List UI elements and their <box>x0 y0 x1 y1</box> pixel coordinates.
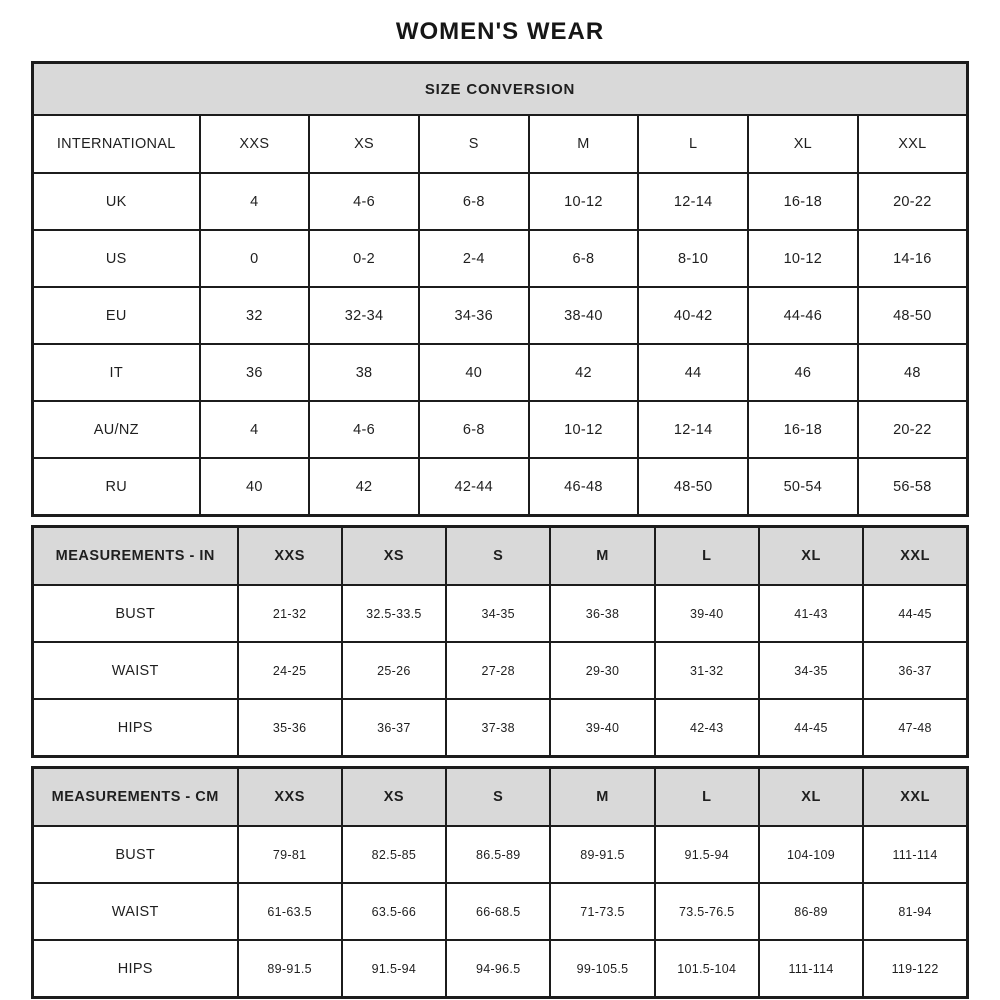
size-column-header: L <box>638 115 748 173</box>
size-column-header: XS <box>342 527 446 586</box>
size-column-header: M <box>550 527 654 586</box>
value-cell: 34-36 <box>419 287 529 344</box>
table-row <box>33 826 968 883</box>
size-column-header: XL <box>759 768 863 827</box>
size-column-header: S <box>446 527 550 586</box>
value-cell: 91.5-94 <box>342 940 446 998</box>
table-row <box>33 883 968 940</box>
value-cell: 16-18 <box>748 173 858 230</box>
value-cell: 32-34 <box>309 287 419 344</box>
value-cell: 101.5-104 <box>655 940 759 998</box>
table-body <box>33 585 968 757</box>
row-label: IT <box>33 344 200 401</box>
value-cell: 38 <box>309 344 419 401</box>
row-label: BUST <box>33 585 238 642</box>
row-label: BUST <box>33 826 238 883</box>
header-row <box>33 115 968 173</box>
value-cell: 0-2 <box>309 230 419 287</box>
header-row <box>33 768 968 827</box>
value-cell: 44-45 <box>863 585 967 642</box>
value-cell: 36 <box>200 344 310 401</box>
value-cell: 89-91.5 <box>550 826 654 883</box>
value-cell: 2-4 <box>419 230 529 287</box>
row-label: HIPS <box>33 699 238 757</box>
value-cell: 36-38 <box>550 585 654 642</box>
value-cell: 111-114 <box>759 940 863 998</box>
value-cell: 4-6 <box>309 173 419 230</box>
measurements-in-table <box>31 525 969 758</box>
value-cell: 42 <box>309 458 419 516</box>
table-row <box>33 401 968 458</box>
value-cell: 34-35 <box>446 585 550 642</box>
size-column-header: M <box>550 768 654 827</box>
size-column-header: XL <box>759 527 863 586</box>
value-cell: 32.5-33.5 <box>342 585 446 642</box>
size-conversion-table <box>31 61 969 517</box>
section-title-cell: MEASUREMENTS - IN <box>33 527 238 586</box>
value-cell: 38-40 <box>529 287 639 344</box>
value-cell: 32 <box>200 287 310 344</box>
value-cell: 40 <box>200 458 310 516</box>
value-cell: 81-94 <box>863 883 967 940</box>
table-row <box>33 940 968 998</box>
value-cell: 37-38 <box>446 699 550 757</box>
value-cell: 24-25 <box>238 642 342 699</box>
value-cell: 40-42 <box>638 287 748 344</box>
value-cell: 16-18 <box>748 401 858 458</box>
value-cell: 79-81 <box>238 826 342 883</box>
value-cell: 44-45 <box>759 699 863 757</box>
value-cell: 34-35 <box>759 642 863 699</box>
size-column-header: XS <box>342 768 446 827</box>
value-cell: 6-8 <box>419 401 529 458</box>
row-label: US <box>33 230 200 287</box>
value-cell: 99-105.5 <box>550 940 654 998</box>
value-cell: 104-109 <box>759 826 863 883</box>
value-cell: 35-36 <box>238 699 342 757</box>
value-cell: 6-8 <box>419 173 529 230</box>
row-label: HIPS <box>33 940 238 998</box>
size-column-header: XXL <box>863 768 967 827</box>
section-title-cell: MEASUREMENTS - CM <box>33 768 238 827</box>
value-cell: 86-89 <box>759 883 863 940</box>
value-cell: 119-122 <box>863 940 967 998</box>
value-cell: 10-12 <box>529 401 639 458</box>
value-cell: 50-54 <box>748 458 858 516</box>
value-cell: 66-68.5 <box>446 883 550 940</box>
value-cell: 41-43 <box>759 585 863 642</box>
size-column-header: XXS <box>200 115 310 173</box>
value-cell: 12-14 <box>638 173 748 230</box>
value-cell: 71-73.5 <box>550 883 654 940</box>
value-cell: 10-12 <box>748 230 858 287</box>
value-cell: 42-43 <box>655 699 759 757</box>
value-cell: 14-16 <box>858 230 968 287</box>
size-conversion-title: SIZE CONVERSION <box>33 63 968 116</box>
page-title: WOMEN'S WEAR <box>395 18 605 45</box>
value-cell: 44 <box>638 344 748 401</box>
size-column-header: S <box>419 115 529 173</box>
value-cell: 61-63.5 <box>238 883 342 940</box>
value-cell: 36-37 <box>342 699 446 757</box>
table-body <box>33 173 968 516</box>
size-column-header: L <box>655 527 759 586</box>
table-row <box>33 173 968 230</box>
value-cell: 86.5-89 <box>446 826 550 883</box>
row-label: UK <box>33 173 200 230</box>
table-row <box>33 585 968 642</box>
row-label: AU/NZ <box>33 401 200 458</box>
row-label: WAIST <box>33 642 238 699</box>
value-cell: 39-40 <box>655 585 759 642</box>
value-cell: 10-12 <box>529 173 639 230</box>
value-cell: 48-50 <box>638 458 748 516</box>
table-row <box>33 699 968 757</box>
value-cell: 48 <box>858 344 968 401</box>
value-cell: 12-14 <box>638 401 748 458</box>
value-cell: 27-28 <box>446 642 550 699</box>
table-body <box>33 826 968 998</box>
value-cell: 48-50 <box>858 287 968 344</box>
value-cell: 73.5-76.5 <box>655 883 759 940</box>
header-row <box>33 527 968 586</box>
table-row <box>33 344 968 401</box>
size-column-header: XXL <box>858 115 968 173</box>
value-cell: 0 <box>200 230 310 287</box>
row-label: EU <box>33 287 200 344</box>
value-cell: 63.5-66 <box>342 883 446 940</box>
value-cell: 36-37 <box>863 642 967 699</box>
value-cell: 46 <box>748 344 858 401</box>
value-cell: 39-40 <box>550 699 654 757</box>
table-row <box>33 287 968 344</box>
value-cell: 42 <box>529 344 639 401</box>
value-cell: 21-32 <box>238 585 342 642</box>
value-cell: 8-10 <box>638 230 748 287</box>
value-cell: 94-96.5 <box>446 940 550 998</box>
measurements-cm-table <box>31 766 969 999</box>
size-column-header: XXS <box>238 768 342 827</box>
value-cell: 4 <box>200 173 310 230</box>
banner-row <box>33 63 968 116</box>
size-column-header: L <box>655 768 759 827</box>
value-cell: 82.5-85 <box>342 826 446 883</box>
value-cell: 6-8 <box>529 230 639 287</box>
value-cell: 29-30 <box>550 642 654 699</box>
value-cell: 4 <box>200 401 310 458</box>
value-cell: 89-91.5 <box>238 940 342 998</box>
value-cell: 56-58 <box>858 458 968 516</box>
value-cell: 31-32 <box>655 642 759 699</box>
value-cell: 20-22 <box>858 173 968 230</box>
value-cell: 46-48 <box>529 458 639 516</box>
table-row <box>33 230 968 287</box>
row-label: RU <box>33 458 200 516</box>
size-column-header: XL <box>748 115 858 173</box>
size-column-header: XXS <box>238 527 342 586</box>
value-cell: 40 <box>419 344 529 401</box>
size-column-header: S <box>446 768 550 827</box>
column-header-international: INTERNATIONAL <box>33 115 200 173</box>
value-cell: 42-44 <box>419 458 529 516</box>
size-column-header: XXL <box>863 527 967 586</box>
value-cell: 25-26 <box>342 642 446 699</box>
table-row <box>33 642 968 699</box>
size-column-header: XS <box>309 115 419 173</box>
value-cell: 47-48 <box>863 699 967 757</box>
row-label: WAIST <box>33 883 238 940</box>
value-cell: 20-22 <box>858 401 968 458</box>
size-column-header: M <box>529 115 639 173</box>
value-cell: 91.5-94 <box>655 826 759 883</box>
value-cell: 4-6 <box>309 401 419 458</box>
value-cell: 44-46 <box>748 287 858 344</box>
table-row <box>33 458 968 516</box>
value-cell: 111-114 <box>863 826 967 883</box>
